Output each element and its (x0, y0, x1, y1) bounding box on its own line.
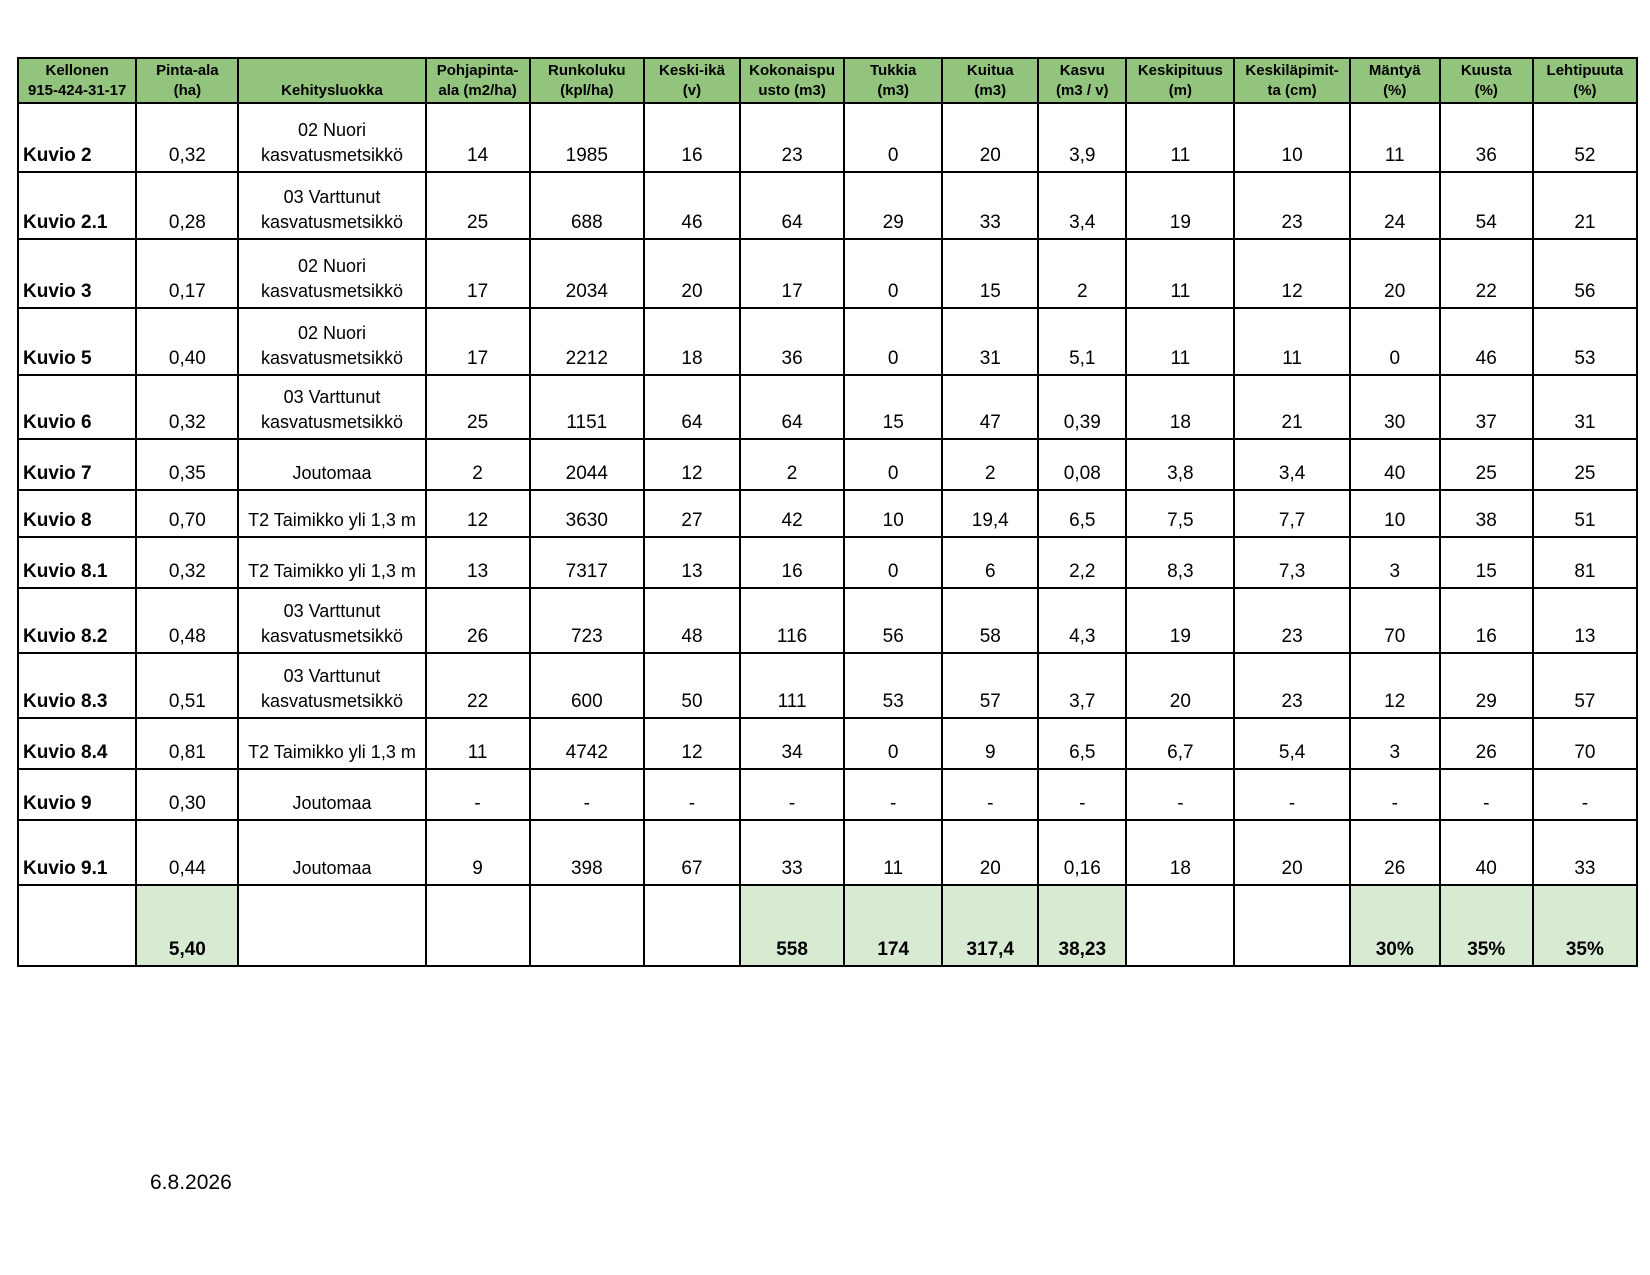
table-cell: 16 (1440, 588, 1533, 653)
table-cell: - (1038, 769, 1126, 820)
table-cell: - (740, 769, 844, 820)
table-cell: 16 (644, 103, 740, 172)
table-cell: 2 (942, 439, 1038, 490)
header-cell: Kehitysluokka (238, 58, 425, 103)
total-cell (1126, 885, 1234, 966)
development-class-cell: Joutomaa (238, 439, 425, 490)
table-row (18, 718, 1637, 769)
table-cell: - (1533, 769, 1637, 820)
table-cell: 38 (1440, 490, 1533, 537)
table-cell: 42 (740, 490, 844, 537)
table-cell: 17 (426, 308, 530, 375)
table-cell: 0 (1350, 308, 1440, 375)
stand-name-cell: Kuvio 9.1 (18, 820, 136, 885)
table-cell: 23 (1234, 172, 1349, 239)
table-cell: 3,9 (1038, 103, 1126, 172)
header-cell: Lehtipuuta (%) (1533, 58, 1637, 103)
table-cell: 0,35 (136, 439, 238, 490)
header-cell: Runkoluku (kpl/ha) (530, 58, 644, 103)
table-cell: 5,4 (1234, 718, 1349, 769)
table-cell: 13 (426, 537, 530, 588)
table-cell: 53 (844, 653, 942, 718)
table-cell: 3630 (530, 490, 644, 537)
table-cell: 70 (1350, 588, 1440, 653)
table-cell: 57 (1533, 653, 1637, 718)
table-cell: - (426, 769, 530, 820)
table-row (18, 375, 1637, 439)
table-cell: 9 (942, 718, 1038, 769)
header-cell: Pohjapinta- ala (m2/ha) (426, 58, 530, 103)
table-cell: 27 (644, 490, 740, 537)
table-cell: 34 (740, 718, 844, 769)
table-cell: 2 (740, 439, 844, 490)
header-cell: Kasvu (m3 / v) (1038, 58, 1126, 103)
table-cell: 3,4 (1234, 439, 1349, 490)
stand-name-cell: Kuvio 9 (18, 769, 136, 820)
table-cell: 21 (1234, 375, 1349, 439)
table-cell: 64 (740, 375, 844, 439)
table-cell: 600 (530, 653, 644, 718)
table-cell: 6 (942, 537, 1038, 588)
header-cell: Kellonen 915-424-31-17 (18, 58, 136, 103)
table-cell: 17 (426, 239, 530, 308)
stand-name-cell: Kuvio 8.1 (18, 537, 136, 588)
table-cell: 12 (644, 718, 740, 769)
table-cell: 36 (740, 308, 844, 375)
table-cell: 2044 (530, 439, 644, 490)
table-cell: 3,7 (1038, 653, 1126, 718)
table-cell: 7,7 (1234, 490, 1349, 537)
table-cell: 12 (1350, 653, 1440, 718)
table-cell: 36 (1440, 103, 1533, 172)
table-row (18, 769, 1637, 820)
table-cell: 56 (844, 588, 942, 653)
total-cell (1234, 885, 1349, 966)
table-cell: 0,39 (1038, 375, 1126, 439)
totals-row (18, 885, 1637, 966)
table-cell: 47 (942, 375, 1038, 439)
table-cell: 20 (1234, 820, 1349, 885)
table-cell: 1985 (530, 103, 644, 172)
table-cell: - (844, 769, 942, 820)
table-cell: 10 (844, 490, 942, 537)
table-cell: 46 (644, 172, 740, 239)
table-cell: 13 (1533, 588, 1637, 653)
header-cell: Tukkia (m3) (844, 58, 942, 103)
stand-name-cell: Kuvio 6 (18, 375, 136, 439)
total-cell (644, 885, 740, 966)
table-cell: 12 (426, 490, 530, 537)
table-cell: 25 (1533, 439, 1637, 490)
table-cell: 3,4 (1038, 172, 1126, 239)
table-cell: 56 (1533, 239, 1637, 308)
table-cell: 13 (644, 537, 740, 588)
stand-name-cell: Kuvio 2.1 (18, 172, 136, 239)
table-cell: 0,44 (136, 820, 238, 885)
table-cell: 19 (1126, 588, 1234, 653)
table-cell: 723 (530, 588, 644, 653)
table-cell: 11 (844, 820, 942, 885)
table-cell: 3 (1350, 718, 1440, 769)
table-cell: 0 (844, 308, 942, 375)
table-cell: 25 (426, 375, 530, 439)
table-cell: 20 (644, 239, 740, 308)
table-cell: 29 (1440, 653, 1533, 718)
table-cell: 0,81 (136, 718, 238, 769)
table-cell: 52 (1533, 103, 1637, 172)
table-cell: 20 (1126, 653, 1234, 718)
table-cell: 2,2 (1038, 537, 1126, 588)
table-cell: 26 (426, 588, 530, 653)
total-cell (530, 885, 644, 966)
table-cell: 31 (942, 308, 1038, 375)
table-cell: 10 (1234, 103, 1349, 172)
stand-name-cell: Kuvio 8.4 (18, 718, 136, 769)
stand-name-cell: Kuvio 8.2 (18, 588, 136, 653)
table-cell: 37 (1440, 375, 1533, 439)
table-cell: 46 (1440, 308, 1533, 375)
table-cell: 19 (1126, 172, 1234, 239)
table-cell: - (644, 769, 740, 820)
table-cell: 19,4 (942, 490, 1038, 537)
stand-name-cell: Kuvio 2 (18, 103, 136, 172)
table-cell: 11 (1126, 103, 1234, 172)
development-class-cell: 02 Nuori kasvatusmetsikkö (238, 103, 425, 172)
table-cell: 15 (942, 239, 1038, 308)
table-cell: 4742 (530, 718, 644, 769)
table-cell: 3,8 (1126, 439, 1234, 490)
total-cell (18, 885, 136, 966)
table-cell: 2 (1038, 239, 1126, 308)
table-cell: 26 (1350, 820, 1440, 885)
table-cell: 0 (844, 718, 942, 769)
total-cell: 174 (844, 885, 942, 966)
total-cell: 30% (1350, 885, 1440, 966)
table-cell: 0,08 (1038, 439, 1126, 490)
table-cell: 58 (942, 588, 1038, 653)
total-cell: 317,4 (942, 885, 1038, 966)
development-class-cell: 02 Nuori kasvatusmetsikkö (238, 308, 425, 375)
table-row (18, 490, 1637, 537)
table-cell: - (942, 769, 1038, 820)
development-class-cell: Joutomaa (238, 769, 425, 820)
table-row (18, 239, 1637, 308)
stand-data-table (17, 57, 1638, 967)
stand-name-cell: Kuvio 8 (18, 490, 136, 537)
table-cell: 6,7 (1126, 718, 1234, 769)
forest-inventory-sheet (17, 57, 1638, 967)
table-cell: 33 (942, 172, 1038, 239)
header-cell: Mäntyä (%) (1350, 58, 1440, 103)
table-cell: 64 (644, 375, 740, 439)
table-cell: 0,17 (136, 239, 238, 308)
table-cell: 50 (644, 653, 740, 718)
development-class-cell: T2 Taimikko yli 1,3 m (238, 490, 425, 537)
table-cell: 0,48 (136, 588, 238, 653)
table-cell: 29 (844, 172, 942, 239)
table-cell: 0,51 (136, 653, 238, 718)
total-cell: 38,23 (1038, 885, 1126, 966)
table-cell: 18 (1126, 820, 1234, 885)
total-cell: 5,40 (136, 885, 238, 966)
table-cell: 20 (942, 820, 1038, 885)
table-cell: 30 (1350, 375, 1440, 439)
table-cell: 15 (844, 375, 942, 439)
table-cell: 8,3 (1126, 537, 1234, 588)
table-cell: 24 (1350, 172, 1440, 239)
document-date: 6.8.2026 (150, 1171, 232, 1194)
total-cell: 558 (740, 885, 844, 966)
table-cell: 6,5 (1038, 490, 1126, 537)
development-class-cell: 03 Varttunut kasvatusmetsikkö (238, 172, 425, 239)
table-row (18, 653, 1637, 718)
table-cell: 18 (644, 308, 740, 375)
table-cell: 0,32 (136, 537, 238, 588)
table-cell: 398 (530, 820, 644, 885)
table-cell: 57 (942, 653, 1038, 718)
table-cell: 11 (426, 718, 530, 769)
table-cell: 0 (844, 537, 942, 588)
table-cell: 2034 (530, 239, 644, 308)
table-row (18, 537, 1637, 588)
table-cell: 17 (740, 239, 844, 308)
header-row (18, 58, 1637, 103)
table-cell: 54 (1440, 172, 1533, 239)
development-class-cell: 02 Nuori kasvatusmetsikkö (238, 239, 425, 308)
table-cell: 11 (1126, 239, 1234, 308)
table-cell: 7317 (530, 537, 644, 588)
table-cell: 33 (740, 820, 844, 885)
table-cell: 0 (844, 439, 942, 490)
table-cell: 70 (1533, 718, 1637, 769)
table-cell: 40 (1350, 439, 1440, 490)
table-cell: 31 (1533, 375, 1637, 439)
table-cell: 0,32 (136, 375, 238, 439)
table-cell: 51 (1533, 490, 1637, 537)
table-cell: 111 (740, 653, 844, 718)
table-cell: 2212 (530, 308, 644, 375)
table-cell: 5,1 (1038, 308, 1126, 375)
table-cell: - (1350, 769, 1440, 820)
table-cell: 0 (844, 239, 942, 308)
table-cell: 20 (1350, 239, 1440, 308)
table-cell: 23 (1234, 653, 1349, 718)
header-cell: Keskiläpimit- ta (cm) (1234, 58, 1349, 103)
table-cell: 0,70 (136, 490, 238, 537)
table-cell: 48 (644, 588, 740, 653)
table-cell: 25 (1440, 439, 1533, 490)
total-cell: 35% (1533, 885, 1637, 966)
table-cell: 4,3 (1038, 588, 1126, 653)
table-cell: 81 (1533, 537, 1637, 588)
table-cell: 0,30 (136, 769, 238, 820)
table-cell: 67 (644, 820, 740, 885)
header-cell: Pinta-ala (ha) (136, 58, 238, 103)
stand-name-cell: Kuvio 7 (18, 439, 136, 490)
table-cell: 53 (1533, 308, 1637, 375)
development-class-cell: 03 Varttunut kasvatusmetsikkö (238, 588, 425, 653)
development-class-cell: 03 Varttunut kasvatusmetsikkö (238, 653, 425, 718)
table-cell: - (1440, 769, 1533, 820)
table-cell: 11 (1126, 308, 1234, 375)
table-row (18, 103, 1637, 172)
table-cell: 0,40 (136, 308, 238, 375)
table-cell: 3 (1350, 537, 1440, 588)
table-cell: 25 (426, 172, 530, 239)
header-cell: Keski-ikä (v) (644, 58, 740, 103)
table-cell: 33 (1533, 820, 1637, 885)
table-cell: 1151 (530, 375, 644, 439)
header-cell: Kokonaispu usto (m3) (740, 58, 844, 103)
development-class-cell: 03 Varttunut kasvatusmetsikkö (238, 375, 425, 439)
table-cell: 2 (426, 439, 530, 490)
table-cell: 11 (1234, 308, 1349, 375)
table-cell: - (1234, 769, 1349, 820)
table-cell: 14 (426, 103, 530, 172)
total-cell (426, 885, 530, 966)
development-class-cell: T2 Taimikko yli 1,3 m (238, 537, 425, 588)
table-row (18, 820, 1637, 885)
stand-name-cell: Kuvio 5 (18, 308, 136, 375)
table-cell: 116 (740, 588, 844, 653)
table-row (18, 172, 1637, 239)
header-cell: Kuitua (m3) (942, 58, 1038, 103)
table-cell: 12 (1234, 239, 1349, 308)
table-cell: - (530, 769, 644, 820)
table-cell: 64 (740, 172, 844, 239)
table-cell: 11 (1350, 103, 1440, 172)
table-row (18, 588, 1637, 653)
development-class-cell: T2 Taimikko yli 1,3 m (238, 718, 425, 769)
table-cell: 6,5 (1038, 718, 1126, 769)
table-cell: 23 (1234, 588, 1349, 653)
table-row (18, 308, 1637, 375)
table-cell: 9 (426, 820, 530, 885)
table-cell: 688 (530, 172, 644, 239)
table-cell: - (1126, 769, 1234, 820)
table-cell: 12 (644, 439, 740, 490)
table-cell: 22 (1440, 239, 1533, 308)
development-class-cell: Joutomaa (238, 820, 425, 885)
table-cell: 10 (1350, 490, 1440, 537)
table-cell: 0,16 (1038, 820, 1126, 885)
table-cell: 0 (844, 103, 942, 172)
table-row (18, 439, 1637, 490)
table-cell: 22 (426, 653, 530, 718)
header-cell: Keskipituus (m) (1126, 58, 1234, 103)
table-cell: 16 (740, 537, 844, 588)
table-cell: 7,3 (1234, 537, 1349, 588)
table-cell: 7,5 (1126, 490, 1234, 537)
table-cell: 23 (740, 103, 844, 172)
table-cell: 0,28 (136, 172, 238, 239)
stand-name-cell: Kuvio 8.3 (18, 653, 136, 718)
table-cell: 0,32 (136, 103, 238, 172)
total-cell: 35% (1440, 885, 1533, 966)
table-cell: 40 (1440, 820, 1533, 885)
stand-name-cell: Kuvio 3 (18, 239, 136, 308)
total-cell (238, 885, 425, 966)
table-cell: 15 (1440, 537, 1533, 588)
table-cell: 21 (1533, 172, 1637, 239)
table-cell: 20 (942, 103, 1038, 172)
header-cell: Kuusta (%) (1440, 58, 1533, 103)
table-cell: 26 (1440, 718, 1533, 769)
table-cell: 18 (1126, 375, 1234, 439)
